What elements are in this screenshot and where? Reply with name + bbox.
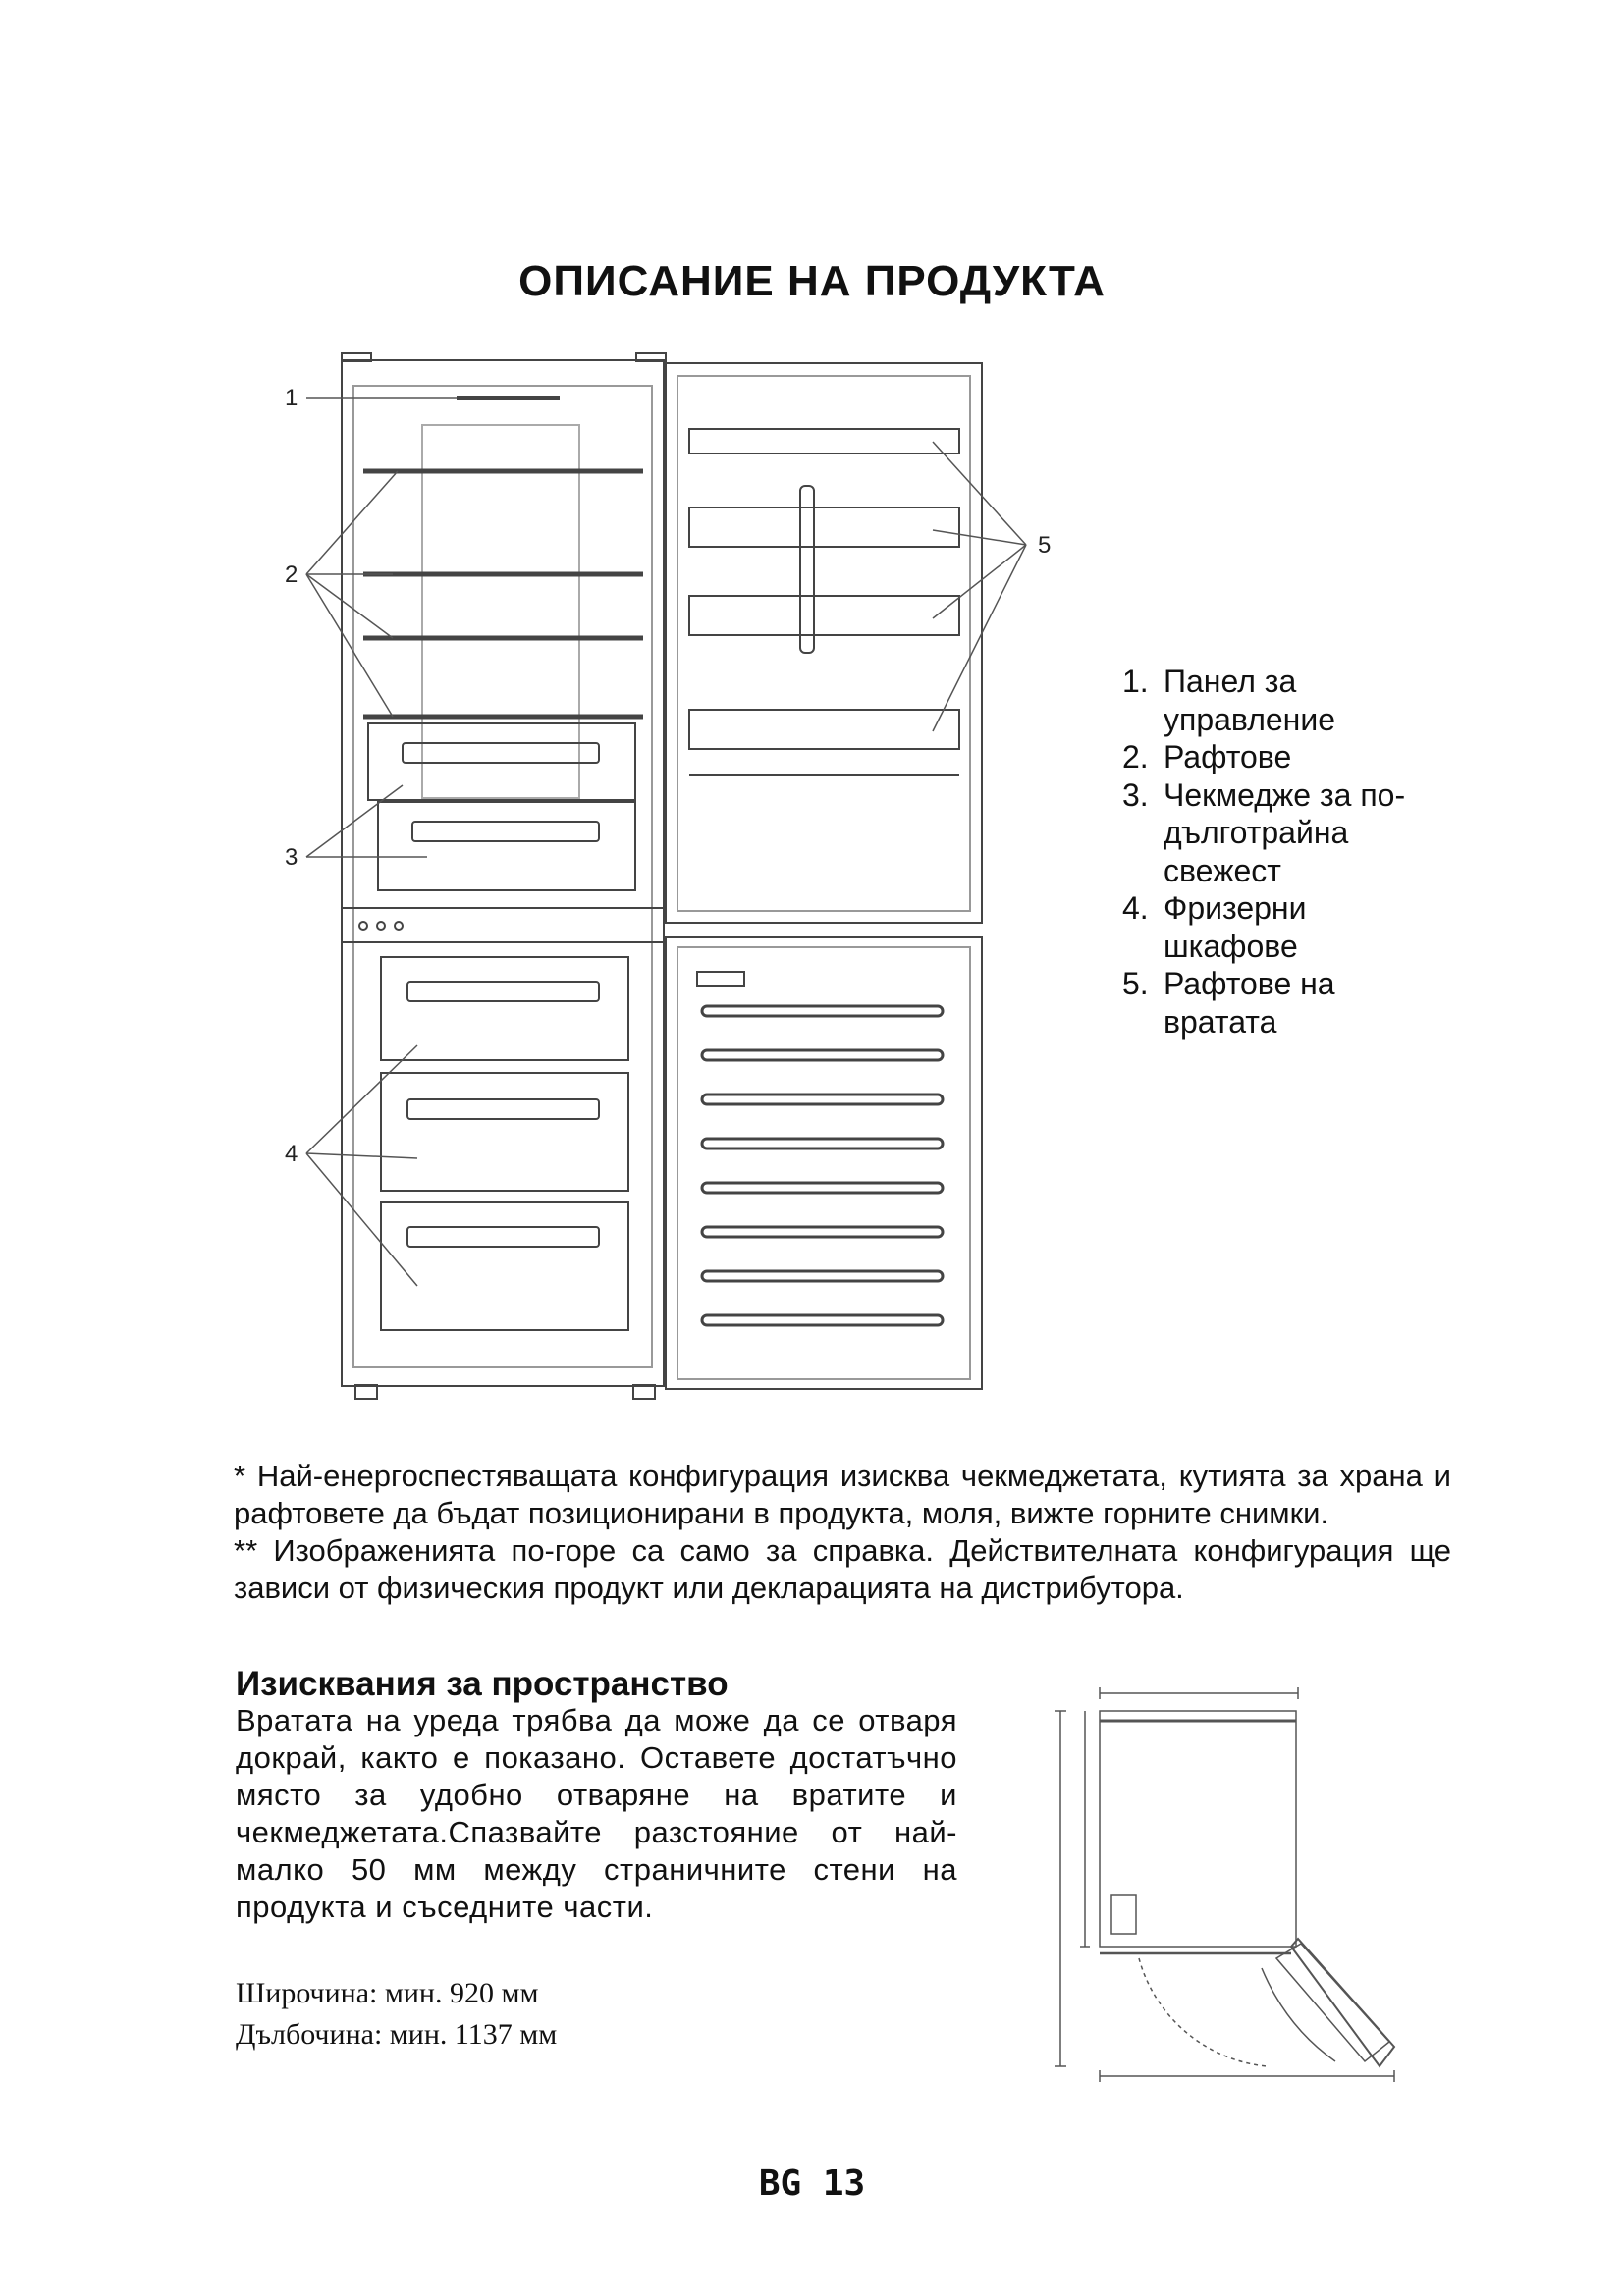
legend-number: 3. xyxy=(1122,776,1149,813)
callout-3: 3 xyxy=(285,844,298,871)
note-energy: * Най-енергоспестяващата конфигурация изисква чекмеджетата, кутията за храна и рафтовете да бъдат позиционирани в продукта, моля, вижте горните снимки. xyxy=(234,1459,1451,1530)
component-legend xyxy=(1122,663,1411,1041)
min-depth: Дълбочина: мин. 1137 мм xyxy=(236,2018,558,2051)
page-title: ОПИСАНИЕ НА ПРОДУКТА xyxy=(518,257,1106,305)
callout-5: 5 xyxy=(1038,532,1052,559)
callout-2: 2 xyxy=(285,561,298,588)
legend-number: 4. xyxy=(1122,890,1149,926)
note-reference: ** Изображенията по-горе са само за справка. Действителната конфигурация ще зависи от физическия продукт или декларацията на дистрибутора. xyxy=(234,1533,1451,1605)
legend-text: Панел за управление xyxy=(1164,664,1335,737)
legend-text: Фризерни шкафове xyxy=(1164,890,1307,964)
callout-1: 1 xyxy=(285,385,298,411)
legend-item xyxy=(1122,738,1411,776)
legend-item xyxy=(1122,663,1411,738)
notes xyxy=(234,1458,1451,1607)
space-requirements-text: Вратата на уреда трябва да може да се отваря докрай, както е показано. Оставете достатъчно място за удобно отваряне на вратите и чекмеджетата.Спазвайте разстояние от най-малко 50 мм между страничните стени на продукта и съседните части. xyxy=(236,1703,957,1924)
min-dimensions xyxy=(236,1973,557,2056)
fridge-diagram xyxy=(265,339,1070,1409)
legend-text: Рафтове xyxy=(1164,739,1292,774)
legend-item xyxy=(1122,889,1411,965)
legend-number: 1. xyxy=(1122,664,1149,699)
legend-number: 5. xyxy=(1122,966,1149,1001)
min-width: Широчина: мин. 920 мм xyxy=(236,1977,539,2009)
page-number: BG 13 xyxy=(758,2163,866,2204)
legend-item xyxy=(1122,776,1411,890)
space-requirements-heading: Изисквания за пространство xyxy=(236,1665,729,1703)
legend-text: Рафтове на вратата xyxy=(1164,966,1335,1040)
callout-4: 4 xyxy=(285,1141,298,1167)
legend-number: 2. xyxy=(1122,739,1149,774)
legend-item xyxy=(1122,965,1411,1041)
clearance-diagram xyxy=(1041,1674,1414,2101)
legend-text: Чекмедже за по-дълготрайна свежест xyxy=(1164,776,1406,888)
